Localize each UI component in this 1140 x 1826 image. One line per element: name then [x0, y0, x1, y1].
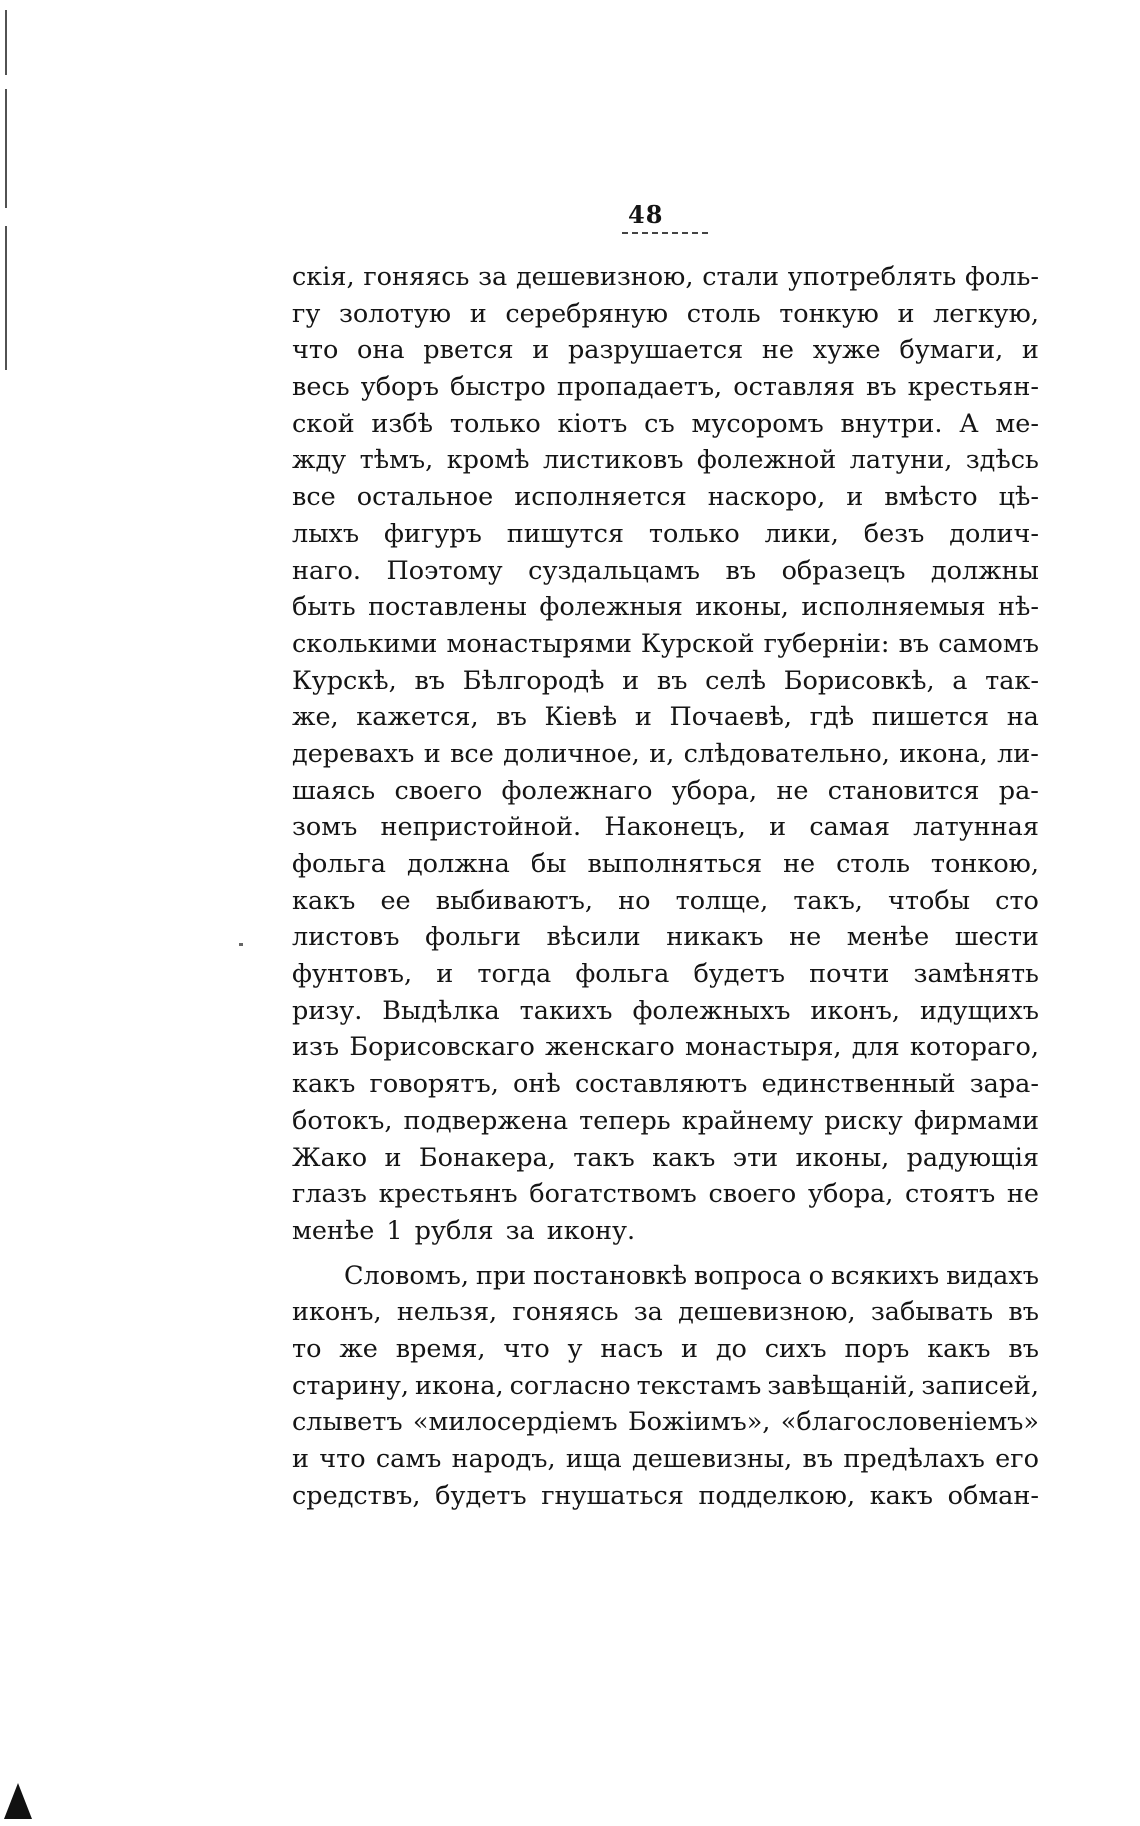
word: слѣдовательно,	[683, 738, 890, 769]
word: старину,	[292, 1370, 410, 1401]
text-line	[292, 1441, 1039, 1478]
word: же	[339, 1333, 378, 1364]
word: безъ	[863, 518, 925, 549]
word: икона,	[415, 1370, 504, 1401]
word: гоняясь	[512, 1297, 619, 1328]
word: скія,	[292, 262, 355, 292]
word: пишется	[871, 702, 990, 733]
word: фольга	[292, 849, 386, 879]
word: и	[634, 702, 652, 733]
word: изъ	[292, 1032, 340, 1063]
word: богатствомъ	[529, 1179, 697, 1210]
word: не	[783, 849, 816, 879]
word: не	[1006, 1179, 1039, 1210]
word: гу	[292, 298, 321, 329]
word: уборъ	[360, 372, 439, 403]
word: и	[846, 482, 864, 513]
word: вѣсили	[546, 922, 641, 953]
word: фольги	[425, 922, 521, 953]
word: самъ	[375, 1444, 442, 1474]
word: поръ	[844, 1333, 910, 1364]
word: и	[897, 298, 915, 329]
text-line	[292, 1066, 1039, 1103]
word: пишутся	[506, 518, 624, 549]
word: крестьян-	[907, 372, 1039, 403]
word: завѣщаній,	[767, 1370, 916, 1401]
word: ее	[380, 885, 411, 916]
word: Божіимъ»,	[627, 1407, 771, 1438]
word: бумаги,	[899, 335, 1004, 366]
word: разрушается	[567, 335, 744, 366]
word: латуни,	[849, 445, 953, 476]
word: только	[449, 408, 541, 439]
text-line	[292, 773, 1039, 810]
word: стоятъ	[905, 1179, 996, 1210]
word: какъ	[292, 885, 356, 916]
word: идущихъ	[919, 995, 1039, 1026]
word: дешевизною,	[678, 1297, 856, 1328]
text-line	[292, 296, 1039, 333]
word: иконъ,	[292, 1297, 382, 1328]
word: шести	[954, 922, 1039, 953]
word: и	[769, 812, 787, 843]
word: долич-	[949, 518, 1039, 549]
word: замѣнять	[913, 959, 1039, 990]
word: Курской	[640, 628, 755, 659]
text-line	[292, 1478, 1039, 1515]
word: губерніи:	[763, 628, 890, 659]
word: всякихъ	[830, 1260, 940, 1291]
word: выполняться	[587, 849, 763, 879]
word: исполняемыя	[801, 592, 986, 623]
word: все	[292, 482, 336, 513]
word: въ	[414, 665, 446, 696]
word: тонкую	[779, 298, 879, 329]
word: никакъ	[666, 922, 764, 953]
word: листиковъ	[542, 445, 684, 476]
word: въ	[802, 1444, 834, 1474]
word: для	[851, 1032, 900, 1063]
word: и	[469, 298, 487, 329]
word: ме-	[995, 408, 1039, 439]
word: она	[357, 335, 405, 366]
word: крестьянъ	[378, 1179, 518, 1210]
word: видахъ	[946, 1260, 1039, 1291]
word: такихъ	[519, 995, 613, 1026]
word: Кіевѣ	[544, 702, 618, 733]
word: Бѣлгородѣ	[462, 665, 605, 696]
text-line	[292, 919, 1039, 956]
page-number-rule	[622, 232, 708, 234]
word: цѣ-	[998, 482, 1039, 513]
word: нельзя,	[396, 1297, 498, 1328]
word: дешевизною,	[515, 262, 694, 292]
word: так-	[985, 665, 1039, 696]
text-line	[292, 589, 1039, 626]
word: листовъ	[292, 922, 400, 953]
word: весь	[292, 372, 350, 403]
word: а	[952, 665, 968, 696]
word: Курскѣ,	[292, 665, 397, 696]
text-line	[292, 809, 1039, 846]
word: предѣлахъ	[843, 1444, 985, 1474]
word: тогда	[477, 959, 552, 990]
word: за	[633, 1297, 663, 1328]
word: постановкѣ	[533, 1260, 688, 1291]
word: остальное	[356, 482, 494, 513]
word: вопроса	[693, 1260, 802, 1291]
word: и	[436, 959, 454, 990]
word: въ	[866, 372, 897, 403]
text-line	[292, 259, 1039, 296]
text-line	[292, 1294, 1039, 1331]
text-line	[292, 406, 1039, 443]
word: должны	[930, 555, 1039, 586]
word: фолежнаго	[501, 775, 653, 806]
page-number: 48	[628, 200, 664, 229]
word: и	[292, 1444, 309, 1474]
word: такъ	[573, 1142, 635, 1173]
word: Почаевѣ,	[669, 702, 793, 733]
word: легкую,	[933, 298, 1039, 329]
word: женскаго	[545, 1032, 675, 1063]
body-text	[292, 259, 1039, 1514]
text-line	[292, 1368, 1039, 1405]
word: Жако	[292, 1142, 368, 1173]
word: и	[532, 335, 550, 366]
word: средствъ,	[292, 1480, 421, 1511]
word: записей,	[921, 1370, 1039, 1401]
text-line	[292, 479, 1039, 516]
word: на	[1006, 702, 1039, 733]
word: икону.	[546, 1215, 636, 1246]
word: фолежной	[696, 445, 837, 476]
word: онѣ	[513, 1069, 561, 1100]
word: Борисовкѣ,	[783, 665, 935, 696]
word: зомъ	[292, 812, 358, 843]
word: какъ	[652, 1142, 716, 1173]
word: бы	[530, 849, 567, 879]
word: сихъ	[764, 1333, 827, 1364]
word: время,	[395, 1333, 486, 1364]
word: А	[959, 408, 979, 439]
word: риску	[824, 1105, 903, 1136]
word: что	[292, 335, 339, 366]
word: кіотъ	[557, 408, 628, 439]
margin-speck	[239, 943, 243, 946]
word: будетъ	[435, 1480, 527, 1511]
word: зара-	[969, 1069, 1039, 1100]
word: толще,	[675, 885, 769, 916]
word: говорятъ,	[369, 1069, 499, 1100]
word: все	[450, 738, 494, 769]
word: стали	[702, 262, 779, 292]
word: же,	[292, 702, 339, 733]
word: такъ,	[793, 885, 863, 916]
text-line	[292, 1103, 1039, 1140]
word: не	[761, 335, 794, 366]
word: эти	[732, 1142, 779, 1173]
text-line	[292, 369, 1039, 406]
word: избѣ	[371, 408, 434, 439]
text-line	[292, 1331, 1039, 1368]
word: только	[648, 518, 740, 549]
word: и	[384, 1142, 402, 1173]
word: рвется	[423, 335, 514, 366]
word: убора,	[671, 775, 758, 806]
word: икона,	[899, 738, 988, 769]
word: единственный	[761, 1069, 956, 1100]
word: иконъ,	[810, 995, 900, 1026]
word: сколькими	[292, 628, 438, 659]
word: ризу.	[292, 995, 363, 1026]
word: то	[292, 1333, 322, 1364]
word: наго.	[292, 555, 362, 586]
word: самомъ	[938, 628, 1039, 659]
word: ища	[565, 1444, 622, 1474]
word: согласно	[509, 1370, 631, 1401]
word: и	[1021, 335, 1039, 366]
word: образецъ	[781, 555, 906, 586]
word: шаясь	[292, 775, 376, 806]
text-line	[292, 736, 1039, 773]
word: быть	[292, 592, 356, 623]
word: его	[995, 1444, 1039, 1474]
word: лики,	[764, 518, 839, 549]
word: быстро	[450, 372, 546, 403]
word: не	[789, 922, 822, 953]
word: наскоро,	[707, 482, 826, 513]
word: оставляя	[733, 372, 855, 403]
word: не	[776, 775, 809, 806]
word: глазъ	[292, 1179, 367, 1210]
word: здѣсь	[965, 445, 1039, 476]
word: текстамъ	[636, 1370, 762, 1401]
word: менѣе	[846, 922, 930, 953]
word: фигуръ	[384, 518, 482, 549]
word: Словомъ,	[344, 1260, 469, 1291]
word: гдѣ	[809, 702, 855, 733]
word: «благословеніемъ»	[780, 1407, 1039, 1438]
word: самая	[809, 812, 890, 843]
word: и	[680, 1333, 698, 1364]
text-line	[292, 332, 1039, 369]
word: какъ	[927, 1333, 991, 1364]
word: латунная	[913, 812, 1039, 843]
text-line	[292, 1213, 1039, 1250]
word: деревахъ	[292, 738, 415, 769]
word: столь	[686, 298, 761, 329]
word: своего	[394, 775, 483, 806]
word: составляютъ	[574, 1069, 748, 1100]
word: менѣе	[292, 1215, 375, 1246]
word: жду	[292, 445, 347, 476]
word: ли-	[997, 738, 1039, 769]
word: сто	[995, 885, 1039, 916]
word: иконы,	[695, 592, 789, 623]
word: золотую	[339, 298, 452, 329]
word: крайнему	[681, 1105, 814, 1136]
word: и	[423, 738, 441, 769]
word: подделкою,	[698, 1480, 856, 1511]
word: за	[505, 1215, 535, 1246]
word: ской	[292, 408, 355, 439]
word: въ	[496, 702, 527, 733]
word: хуже	[812, 335, 881, 366]
word: тѣмъ,	[359, 445, 434, 476]
word: нѣ-	[997, 592, 1039, 623]
word: употреблять	[787, 262, 957, 292]
paragraph-gap	[292, 1250, 1039, 1258]
word: должна	[406, 849, 510, 879]
word: селѣ	[705, 665, 767, 696]
text-line	[292, 1029, 1039, 1066]
word: фирмами	[913, 1105, 1039, 1136]
word: въ	[1008, 1297, 1039, 1328]
word: доличное,	[503, 738, 640, 769]
word: до	[715, 1333, 747, 1364]
word: какъ	[869, 1480, 933, 1511]
word: слыветъ	[292, 1407, 403, 1438]
word: Выдѣлка	[382, 995, 500, 1026]
word: своего	[708, 1179, 797, 1210]
word: за	[478, 262, 508, 292]
word: Поэтому	[386, 555, 503, 586]
word: кажется,	[356, 702, 479, 733]
text-line	[292, 846, 1039, 883]
word: непристойной.	[380, 812, 582, 843]
word: и,	[649, 738, 675, 769]
text-line	[292, 699, 1039, 736]
text-line	[292, 1404, 1039, 1441]
word: суздальцамъ	[528, 555, 701, 586]
word: дешевизны,	[632, 1444, 793, 1474]
word: гоняясь	[363, 262, 470, 292]
word: теперь	[579, 1105, 671, 1136]
corner-triangle-mark	[4, 1783, 32, 1819]
word: фунтовъ,	[292, 959, 413, 990]
word: что	[503, 1333, 550, 1364]
word: въ	[725, 555, 757, 586]
text-line	[292, 442, 1039, 479]
word: чтобы	[888, 885, 971, 916]
word: ра-	[998, 775, 1039, 806]
word: почти	[809, 959, 890, 990]
word: радующія	[906, 1142, 1039, 1173]
word: фоль-	[964, 262, 1039, 292]
word: что	[319, 1444, 366, 1474]
word: съ	[644, 408, 675, 439]
word: Борисовскаго	[349, 1032, 535, 1063]
word: внутри.	[840, 408, 943, 439]
word: народъ,	[451, 1444, 556, 1474]
word: «милосердіемъ	[412, 1407, 618, 1438]
word: ботокъ,	[292, 1105, 393, 1136]
word: гнушаться	[541, 1480, 684, 1511]
word: насъ	[600, 1333, 664, 1364]
word: въ	[1008, 1333, 1039, 1364]
word: мусоромъ	[691, 408, 824, 439]
word: становится	[827, 775, 980, 806]
word: подвержена	[403, 1105, 569, 1136]
word: исполняется	[514, 482, 687, 513]
text-line	[292, 516, 1039, 553]
word: тонкою,	[930, 849, 1039, 879]
text-line	[292, 553, 1039, 590]
text-line	[292, 626, 1039, 663]
text-line	[292, 1176, 1039, 1213]
word: иконы,	[795, 1142, 890, 1173]
word: столь	[836, 849, 910, 879]
word: 1	[386, 1215, 403, 1246]
word: убора,	[807, 1179, 894, 1210]
text-line	[292, 663, 1039, 700]
word: у	[567, 1333, 583, 1364]
text-line	[292, 1258, 1039, 1295]
word: серебряную	[505, 298, 669, 329]
text-line	[292, 993, 1039, 1030]
word: забывать	[870, 1297, 994, 1328]
word: монастырями	[446, 628, 632, 659]
word: но	[618, 885, 651, 916]
word: при	[475, 1260, 527, 1291]
word: лыхъ	[292, 518, 360, 549]
word: пропадаетъ,	[556, 372, 723, 403]
word: поставлены	[368, 592, 527, 623]
word: монастыря,	[684, 1032, 842, 1063]
word: вмѣсто	[884, 482, 978, 513]
text-line	[292, 1140, 1039, 1177]
word: рубля	[414, 1215, 494, 1246]
word: въ	[898, 628, 930, 659]
word: въ	[656, 665, 688, 696]
word: фолежныя	[539, 592, 683, 623]
word: выбиваютъ,	[435, 885, 593, 916]
word: о	[808, 1260, 825, 1291]
word: какъ	[292, 1069, 356, 1100]
scan-edge-mark	[5, 10, 7, 370]
word: Наконецъ,	[604, 812, 746, 843]
text-line	[292, 883, 1039, 920]
text-line	[292, 956, 1039, 993]
word: обман-	[947, 1480, 1039, 1511]
word: и	[622, 665, 640, 696]
word: фольга	[575, 959, 670, 990]
word: Бонакера,	[418, 1142, 556, 1173]
word: будетъ	[693, 959, 785, 990]
word: котораго,	[909, 1032, 1039, 1063]
word: фолежныхъ	[632, 995, 791, 1026]
word: кромѣ	[446, 445, 530, 476]
